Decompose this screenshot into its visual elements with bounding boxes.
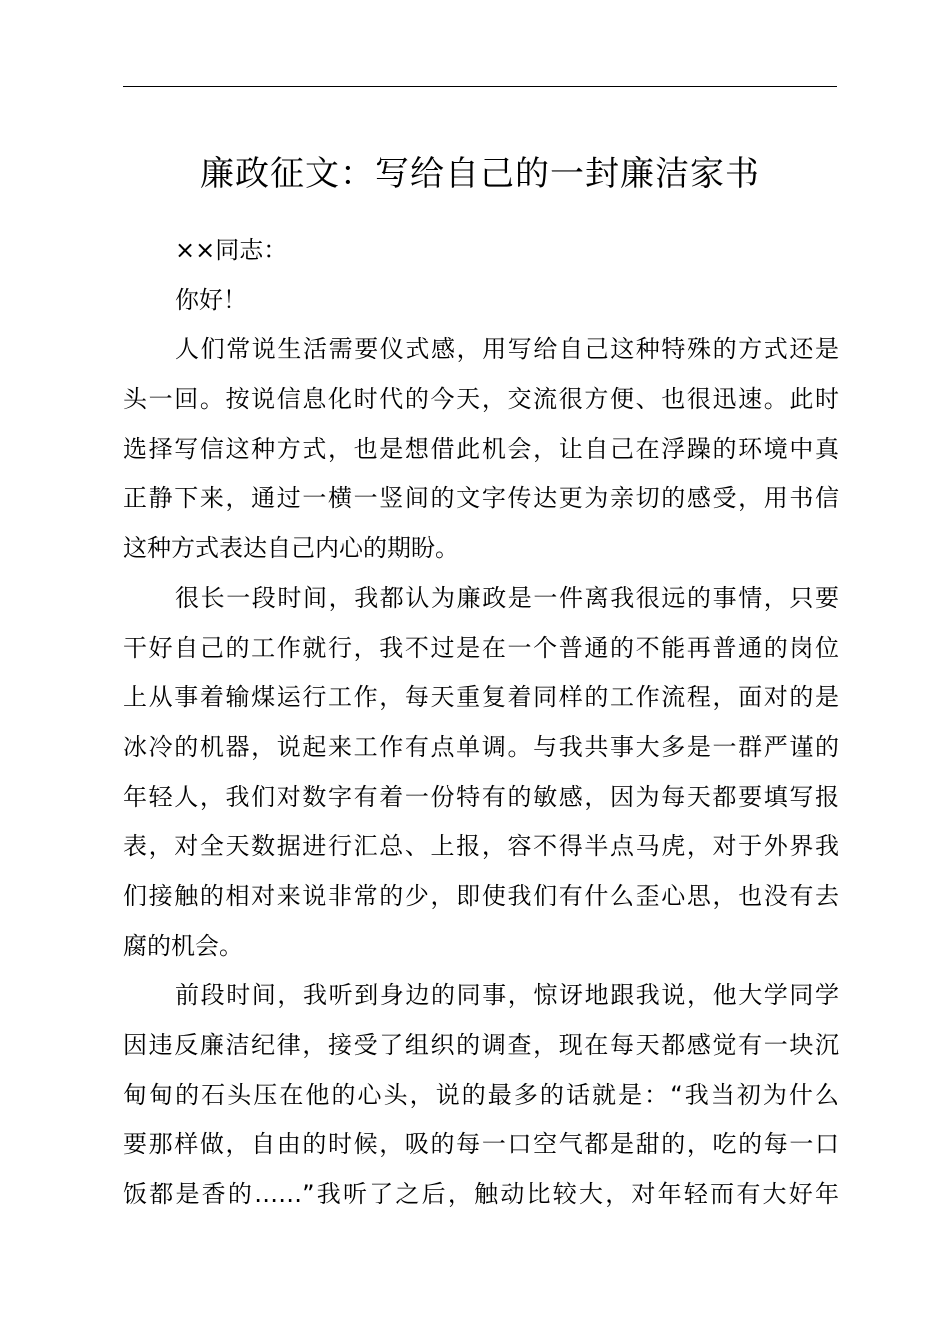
text-line: 干好自己的工作就行，我不过是在一个普通的不能再普通的岗位 [123,633,839,662]
document-body [123,226,839,1220]
text-line: 人们常说生活需要仪式感，用写给自己这种特殊的方式还是 [175,335,839,364]
text-line: 年轻人，我们对数字有着一份特有的敏感，因为每天都要填写报 [123,782,839,811]
text-line: 正静下来，通过一横一竖间的文字传达更为亲切的感受，用书信 [123,484,839,513]
text-line: 腐的机会。 [123,931,243,960]
greeting: 你好！ [175,285,247,314]
text-line: 上从事着输煤运行工作，每天重复着同样的工作流程，面对的是 [123,683,839,712]
text-line: 甸甸的石头压在他的心头，说的最多的话就是：“我当初为什么 [123,1080,839,1109]
text-line: 饭都是香的……”我听了之后，触动比较大，对年轻而有大好年 [123,1180,839,1209]
text-line: 因违反廉洁纪律，接受了组织的调查，现在每天都感觉有一块沉 [123,1031,839,1059]
text-line: 很长一段时间，我都认为廉政是一件离我很远的事情，只要 [175,583,839,612]
document-title: 廉政征文：写给自己的一封廉洁家书 [200,154,760,194]
text-line: 冰冷的机器，说起来工作有点单调。与我共事大多是一群严谨的 [123,732,839,761]
salutation: ××同志： [175,236,288,264]
text-line: 要那样做，自由的时候，吸的每一口空气都是甜的，吃的每一口 [123,1130,839,1159]
text-line: 表，对全天数据进行汇总、上报，容不得半点马虎，对于外界我 [123,832,839,861]
text-line: 选择写信这种方式，也是想借此机会，让自己在浮躁的环境中真 [123,434,839,463]
text-line: 前段时间，我听到身边的同事，惊讶地跟我说，他大学同学 [175,981,839,1010]
text-line: 这种方式表达自己内心的期盼。 [123,534,459,563]
text-line: 们接触的相对来说非常的少，即使我们有什么歪心思，也没有去 [123,881,839,910]
text-line: 头一回。按说信息化时代的今天，交流很方便、也很迅速。此时 [123,385,839,414]
header-rule [123,86,837,87]
